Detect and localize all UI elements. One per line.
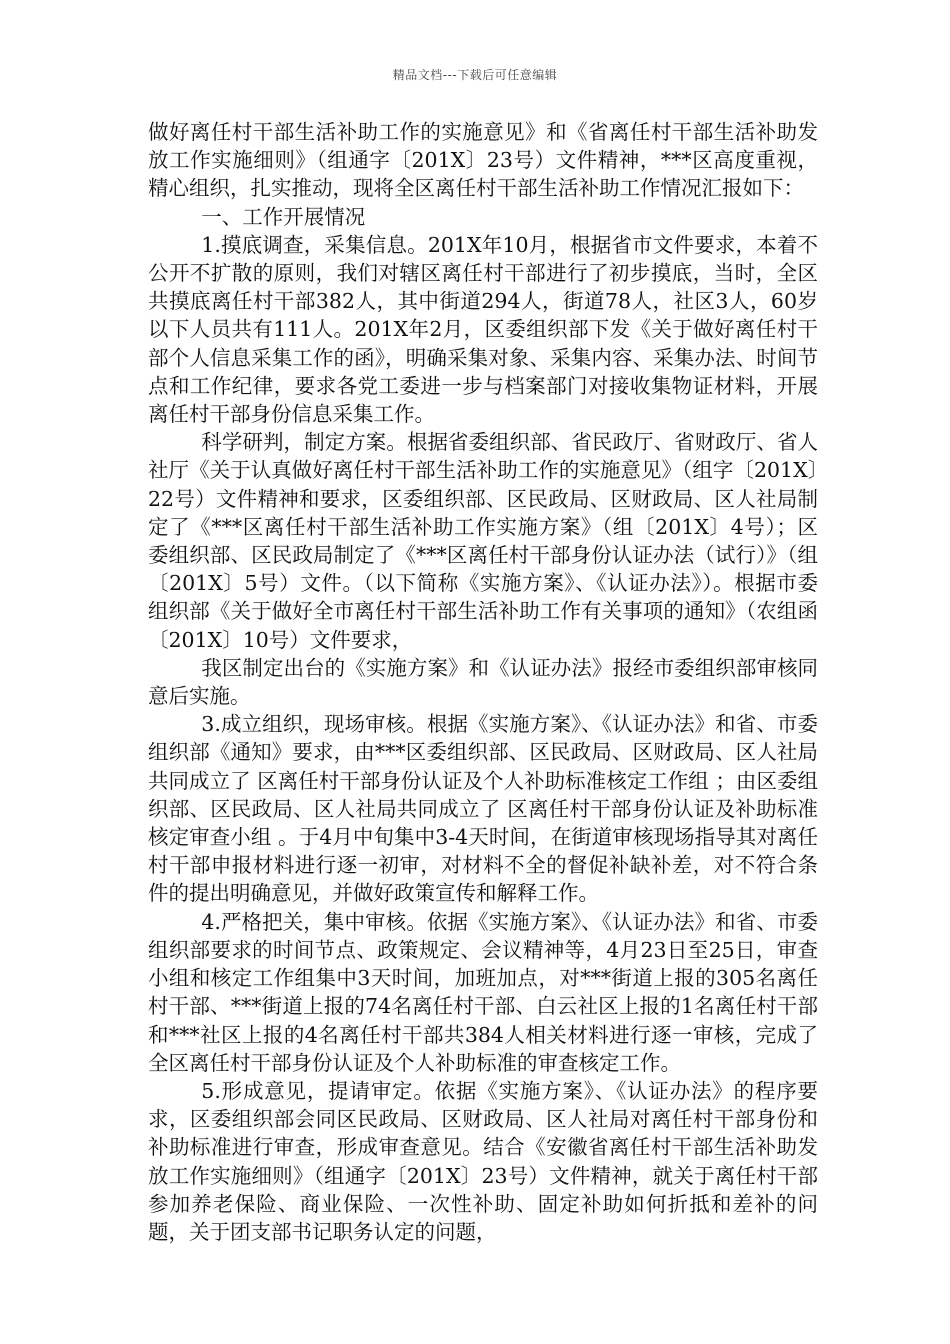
paragraph-item-5: 5.形成意见，提请审定。依据《实施方案》、《认证办法》的程序要求，区委组织部会同区民政局、区财政局、区人社局对离任村干部身份和补助标准进行审查，形成审查意见。结合《安徽省离任村干部生活补助发放工作实施细则》（组通字〔201X〕23号）文件精神，就关于离任村干部参加养老保险、商业保险、一次性补助、固定补助如何折抵和差补的问题，关于团支部书记职务认定的问题， <box>148 1078 818 1244</box>
paragraph-item-2: 科学研判，制定方案。根据省委组织部、省民政厅、省财政厅、省人社厅《关于认真做好离任村干部生活补助工作的实施意见》（组字〔201X〕22号）文件精神和要求，区委组织部、区民政局、区财政局、区人社局制定了《***区离任村干部生活补助工作实施方案》（组〔201X〕4号）；区委组织部、区民政局制定了《***区离任村干部身份认证办法（试行）》（组〔201X〕5号）文件。（以下简称《实施方案》、《认证办法》）。根据市委组织部《关于做好全市离任村干部生活补助工作有关事项的通知》（农组函〔201X〕10号）文件要求， <box>148 430 818 652</box>
document-body <box>148 118 818 1246</box>
paragraph-item-4: 4.严格把关，集中审核。依据《实施方案》、《认证办法》和省、市委组织部要求的时间节点、政策规定、会议精神等，4月23日至25日，审查小组和核定工作组集中3天时间，加班加点，对***街道上报的305名离任村干部、***街道上报的74名离任村干部、白云社区上报的1名离任村干部和***社区上报的4名离任村干部共384人相关材料进行逐一审核，完成了全区离任村干部身份认证及个人补助标准的审查核定工作。 <box>148 909 818 1075</box>
paragraph-item-1: 1.摸底调查，采集信息。201X年10月，根据省市文件要求，本着不公开不扩散的原则，我们对辖区离任村干部进行了初步摸底，当时，全区共摸底离任村干部382人，其中街道294人，街道78人，社区3人，60岁以下人员共有111人。201X年2月，区委组织部下发《关于做好离任村干部个人信息采集工作的函》，明确采集对象、采集内容、采集办法、时间节点和工作纪律，要求各党工委进一步与档案部门对接收集物证材料，开展离任村干部身份信息采集工作。 <box>148 232 818 427</box>
paragraph-item-2-continued: 我区制定出台的《实施方案》和《认证办法》报经市委组织部审核同意后实施。 <box>148 655 818 709</box>
page-header-watermark: 精品文档---下载后可任意编辑 <box>392 68 558 82</box>
paragraph-intro: 做好离任村干部生活补助工作的实施意见》和《省离任村干部生活补助发放工作实施细则》（组通字〔201X〕23号）文件精神，***区高度重视，精心组织，扎实推动，现将全区离任村干部生活补助工作情况汇报如下： <box>148 120 818 201</box>
section-heading: 一、工作开展情况 <box>201 204 366 229</box>
paragraph-item-3: 3.成立组织，现场审核。根据《实施方案》、《认证办法》和省、市委组织部《通知》要求，由***区委组织部、区民政局、区财政局、区人社局共同成立了 区离任村干部身份认证及个人补助标准核定工作组 ；由区委组织部、区民政局、区人社局共同成立了 区离任村干部身份认证及补助标准核定审查小组 。于4月中旬集中3-4天时间，在街道审核现场指导其对离任村干部申报材料进行逐一初审，对材料不全的督促补缺补差，对不符合条件的提出明确意见，并做好政策宣传和解释工作。 <box>148 712 818 906</box>
